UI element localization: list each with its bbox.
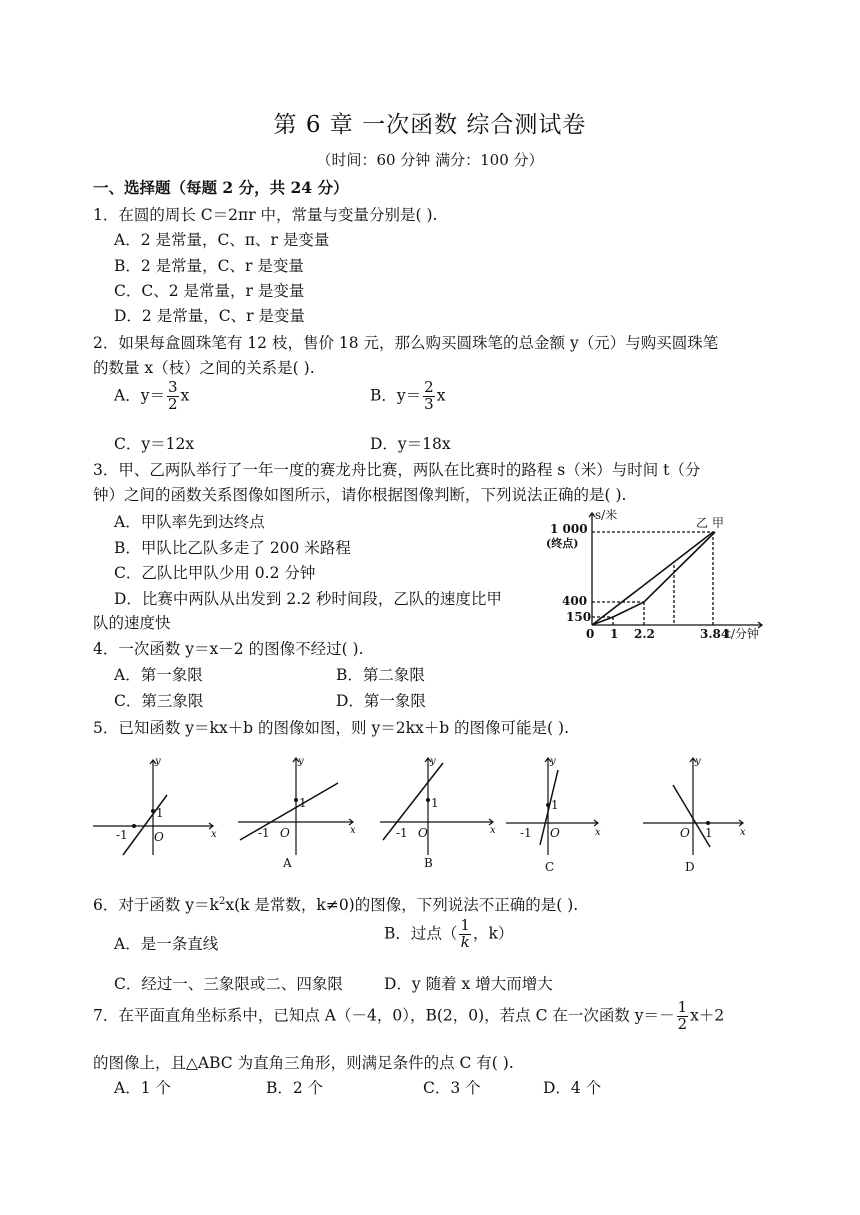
axis-x-label: x (740, 827, 746, 838)
point-icon (132, 824, 136, 828)
q2-stem-line1: 2．如果每盒圆珠笔有 12 枝，售价 18 元，那么购买圆珠笔的总金额 y（元）与购买圆珠笔 (93, 334, 719, 352)
q7-option-b: B．2 个 (266, 1079, 324, 1097)
fraction: $\frac{3}{2}$ (167, 378, 178, 413)
team-jia-line (592, 532, 713, 625)
tick-label: 1 (551, 798, 559, 812)
exam-info: （时间：60 分钟 满分：100 分） (316, 151, 544, 169)
q2-stem-line2: 的数量 x（枝）之间的关系是( ). (93, 359, 315, 377)
q4-stem: 4．一次函数 y＝x－2 的图像不经过( ). (93, 640, 364, 658)
q1-option-d: D．2 是常量，C、r 是变量 (114, 307, 305, 325)
point-icon (426, 798, 430, 802)
point-icon (546, 803, 550, 807)
q2-option-d: D．y＝18x (370, 435, 451, 453)
q7-option-a: A．1 个 (114, 1079, 171, 1097)
axis-y-label: y (430, 756, 436, 767)
point-icon (706, 821, 710, 825)
tick-label: 1 (156, 806, 164, 820)
tick-1: 1 (610, 627, 619, 641)
option-label-c: C (545, 860, 555, 874)
q1-option-c: C．C、2 是常量，r 是变量 (114, 282, 305, 300)
tick-400: 400 (562, 594, 588, 608)
q6-option-c: C．经过一、三象限或二、四象限 (114, 975, 343, 993)
graph-d (643, 758, 743, 855)
q6-option-a: A．是一条直线 (114, 935, 219, 953)
tick-1000: 1 000 (550, 522, 588, 536)
q7-option-d: D．4 个 (543, 1079, 602, 1097)
q7-stem-line1: 7．在平面直角坐标系中，已知点 A（－4，0），B(2，0)，若点 C 在一次函数 y＝－ $\frac{1}{2}$ x＋2 (93, 998, 725, 1033)
x-axis-label: t/分钟 (726, 627, 759, 641)
axis-y-label: y (695, 756, 701, 767)
q2-option-c: C．y＝12x (114, 435, 195, 453)
q1-option-b: B．2 是常量，C、r 是变量 (114, 257, 304, 275)
y-axis-label: s/米 (595, 508, 618, 522)
option-label-b: B (424, 856, 433, 870)
tick-0: 0 (586, 627, 595, 641)
axis-y-label: y (155, 756, 161, 767)
point-icon (294, 798, 298, 802)
q6-option-d: D．y 随着 x 增大而增大 (384, 975, 553, 993)
tick-label: -1 (258, 826, 270, 840)
tick-label: -1 (520, 826, 532, 840)
tick-label: 1 (705, 826, 713, 840)
option-label-a: A (283, 856, 292, 870)
q4-option-a: A．第一象限 (114, 666, 203, 684)
origin-label: O (418, 826, 428, 840)
axis-y-label: y (550, 756, 556, 767)
section-heading: 一、选择题（每题 2 分，共 24 分） (93, 178, 349, 197)
q4-option-d: D．第一象限 (336, 692, 426, 710)
q7-option-c: C．3 个 (423, 1079, 481, 1097)
tick-3-84: 3.84 (700, 627, 730, 641)
q2-option-a: A．y＝ $\frac{3}{2}$ x (114, 378, 190, 413)
q3-option-d-line1: D．比赛中两队从出发到 2.2 秒时间段，乙队的速度比甲 (114, 590, 502, 608)
origin-label: O (154, 830, 164, 844)
axis-y-label: y (298, 756, 304, 767)
point-icon (151, 809, 155, 813)
q4-option-c: C．第三象限 (114, 692, 204, 710)
tick-label: 1 (299, 796, 307, 810)
q2-option-b: B．y＝ $\frac{2}{3}$ x (370, 378, 446, 413)
tick-label: 1 (431, 796, 439, 810)
q1-option-a: A．2 是常量，C、π、r 是变量 (114, 231, 330, 249)
origin-label: O (280, 826, 290, 840)
tick-150: 150 (566, 610, 592, 624)
q5-stem: 5．已知函数 y＝kx＋b 的图像如图，则 y＝2kx＋b 的图像可能是( ). (93, 719, 570, 737)
page-title: 第 6 章 一次函数 综合测试卷 (273, 112, 587, 138)
label-yi: 乙 (696, 516, 709, 530)
q7-stem-line2: 的图像上，且△ABC 为直角三角形，则满足条件的点 C 有( ). (93, 1054, 514, 1072)
race-graph (540, 505, 780, 645)
q3-option-a: A．甲队率先到达终点 (114, 513, 265, 531)
q3-option-c: C．乙队比甲队少用 0.2 分钟 (114, 564, 316, 582)
graph-a (238, 758, 353, 855)
q6-stem: 6．对于函数 $y=k^2x(k$ 是常数，k≠0)的图像，下列说法不正确的是( ). (93, 895, 579, 914)
q3-option-d-line2: 队的速度快 (93, 614, 171, 632)
tick-label: -1 (116, 828, 128, 842)
q4-option-b: B．第二象限 (336, 666, 425, 684)
graph-original (93, 760, 213, 855)
axis-x-label: x (350, 825, 356, 836)
q1-stem: 1．在圆的周长 C＝2πr 中，常量与变量分别是( ). (93, 206, 438, 224)
q3-stem-line1: 3．甲、乙两队举行了一年一度的赛龙舟比赛，两队在比赛时的路程 s（米）与时间 t（分 (93, 461, 701, 479)
option-label-d: D (685, 860, 695, 874)
tick-endpoint: (终点) (546, 537, 579, 550)
origin-label: O (680, 826, 690, 840)
origin-label: O (550, 826, 560, 840)
q5-graphs (88, 755, 768, 880)
q3-stem-line2: 钟）之间的函数关系图像如图所示，请你根据图像判断，下列说法正确的是( ). (93, 486, 627, 504)
fraction: $\frac{1}{2}$ (677, 998, 688, 1033)
tick-label: -1 (396, 826, 408, 840)
axis-x-label: x (490, 825, 496, 836)
axis-x-label: x (211, 829, 217, 840)
tick-2-2: 2.2 (634, 627, 655, 641)
q3-option-b: B．甲队比乙队多走了 200 米路程 (114, 539, 351, 557)
q6-option-b: B．过点（ $\frac{1}{k}$ ，k） (384, 916, 514, 951)
axis-x-label: x (595, 827, 601, 838)
fraction: $\frac{1}{k}$ (460, 916, 470, 951)
fraction: $\frac{2}{3}$ (424, 378, 434, 413)
label-jia: 甲 (712, 516, 725, 530)
